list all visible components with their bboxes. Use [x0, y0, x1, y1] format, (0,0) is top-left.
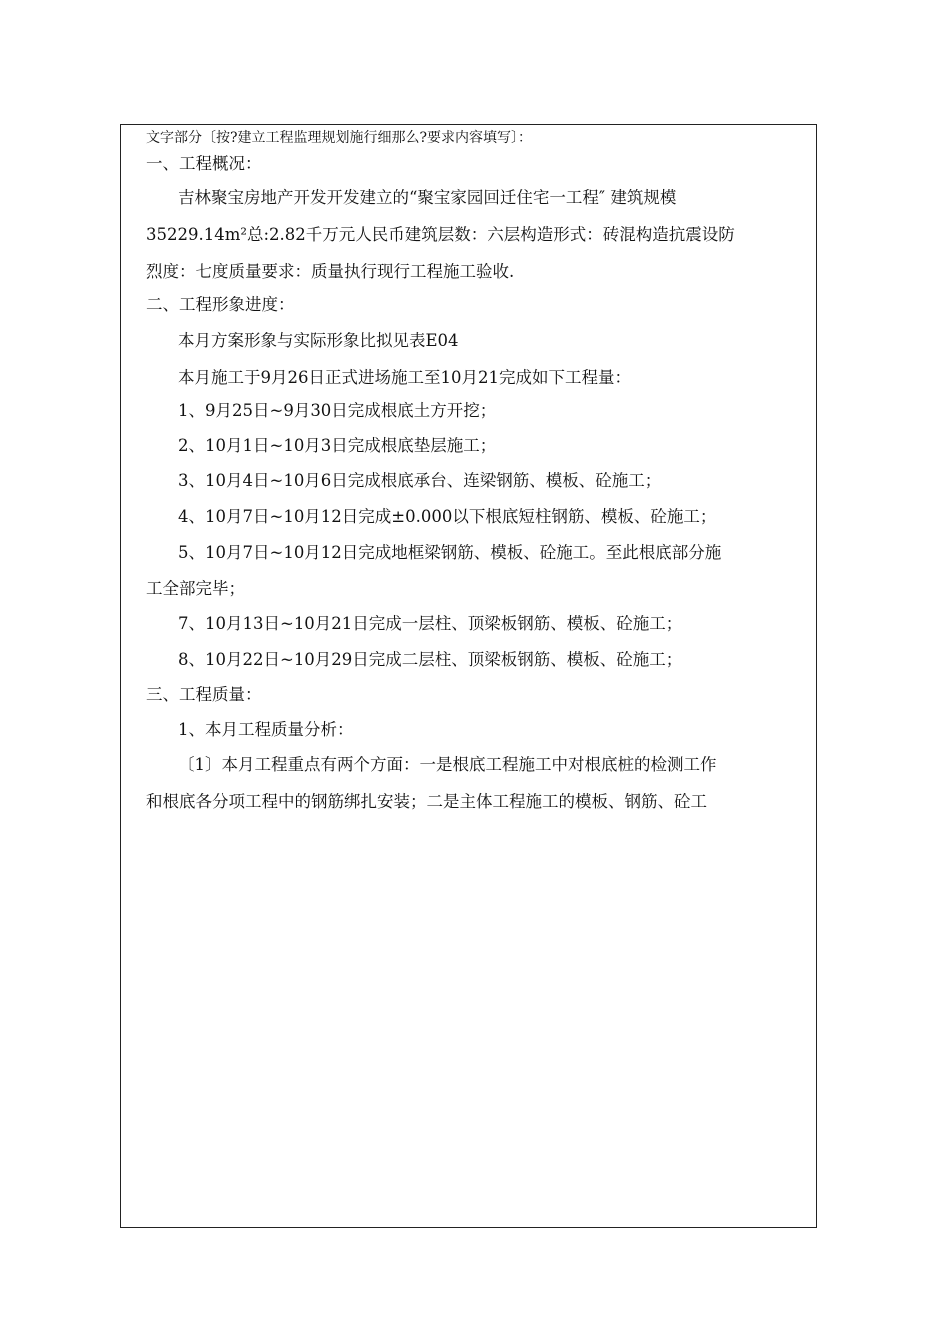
progress-line-9: 7、10月13日~10月21日完成一层柱、顶梁板钢筋、模板、砼施工；	[178, 614, 683, 633]
progress-line-5: 3、10月4日~10月6日完成根底承台、连梁钢筋、模板、砼施工；	[178, 471, 662, 490]
quality-line-2: 和根底各分项工程中的钢筋绑扎安装；二是主体工程施工的模板、钢筋、砼工	[146, 792, 707, 811]
section-title-quality: 三、工程质量：	[146, 685, 262, 704]
quality-subtitle: 1、本月工程质量分析：	[178, 720, 354, 739]
progress-line-1: 本月方案形象与实际形象比拟见表E04	[178, 331, 459, 350]
quality-line-1: 〔1〕本月工程重点有两个方面：一是根底工程施工中对根底桩的检测工作	[178, 755, 717, 774]
progress-line-2: 本月施工于9月26日正式进场施工至10月21完成如下工程量：	[178, 368, 631, 387]
section-title-progress: 二、工程形象进度：	[146, 295, 295, 314]
overview-line-1: 吉林聚宝房地产开发开发建立的“聚宝家园回迁住宅一工程″ 建筑规模	[178, 188, 677, 207]
progress-line-7: 5、10月7日~10月12日完成地框梁钢筋、模板、砼施工。至此根底部分施	[178, 543, 722, 562]
section-title-overview: 一、工程概况：	[146, 154, 262, 173]
overview-line-2: 35229.14m²总:2.82千万元人民币建筑层数：六层构造形式：砖混构造抗震设防	[146, 225, 735, 244]
progress-line-8: 工全部完毕；	[146, 579, 245, 598]
progress-line-10: 8、10月22日~10月29日完成二层柱、顶梁板钢筋、模板、砼施工；	[178, 650, 683, 669]
progress-line-6: 4、10月7日~10月12日完成±0.000以下根底短柱钢筋、模板、砼施工；	[178, 507, 717, 526]
progress-line-4: 2、10月1日~10月3日完成根底垫层施工；	[178, 436, 497, 455]
form-header: 文字部分〔按?建立工程监理规划施行细那么?要求内容填写〕：	[146, 130, 533, 146]
form-frame	[120, 124, 817, 1228]
progress-line-3: 1、9月25日~9月30日完成根底土方开挖；	[178, 401, 497, 420]
overview-line-3: 烈度：七度质量要求：质量执行现行工程施工验收.	[146, 262, 515, 281]
